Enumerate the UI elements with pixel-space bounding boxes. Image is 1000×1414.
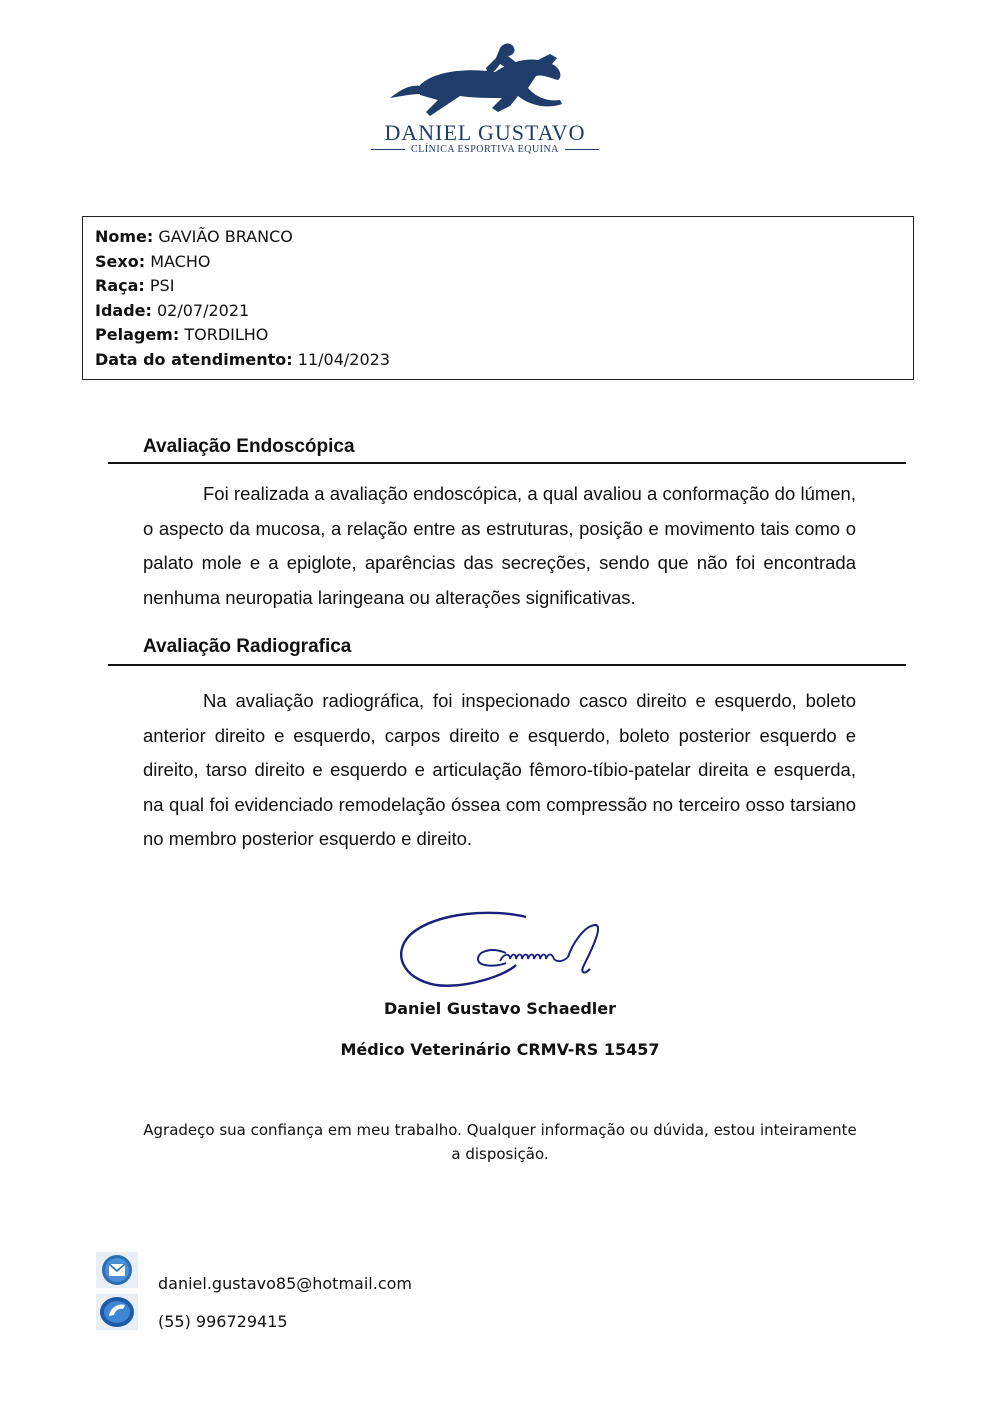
age-value: 02/07/2021: [157, 300, 250, 320]
signer-name: Daniel Gustavo Schaedler: [383, 999, 617, 1018]
racehorse-jockey-icon: [360, 40, 610, 120]
date-label: Data do atendimento:: [95, 349, 293, 369]
patient-info-box: [82, 216, 914, 380]
section-divider: [108, 664, 906, 666]
contact-phone[interactable]: (55) 996729415: [158, 1312, 288, 1331]
patient-sex-row: [95, 250, 901, 275]
phone-icon: [96, 1294, 138, 1330]
patient-coat-row: [95, 323, 901, 348]
section-title-radiography: Avaliação Radiografica: [143, 636, 352, 657]
patient-name-row: [95, 225, 901, 250]
envelope-icon: [96, 1252, 138, 1288]
coat-value: TORDILHO: [184, 325, 269, 345]
section-divider: [108, 462, 906, 464]
radiography-paragraph: Na avaliação radiográfica, foi inspecionado casco direito e esquerdo, boleto anterior direito e esquerdo, carpos direito e esquerdo, boleto posterior esquerdo e direito, tarso direito e esquerdo e articulação fêmoro-tíbio-patelar direita e esquerda, na qual foi evidenciado remodelação óssea com compressão no terceiro osso tarsiano no membro posterior esquerdo e direito.: [143, 690, 856, 849]
handwritten-signature: [396, 905, 606, 1000]
breed-label: Raça:: [95, 276, 145, 296]
thanks-message: Agradeço sua confiança em meu trabalho. Qualquer informação ou dúvida, estou inteiramente a disposição.: [143, 1121, 857, 1163]
endoscopy-paragraph: Foi realizada a avaliação endoscópica, a qual avaliou a conformação do lúmen, o aspecto da mucosa, a relação entre as estruturas, posição e movimento tais como o palato mole e a epiglote, aparências das secreções, sendo que não foi encontrada nenhuma neuropatia laringeana ou alterações significativas.: [143, 483, 856, 608]
clinic-logo: [360, 40, 610, 160]
breed-value: PSI: [149, 276, 175, 296]
contact-email[interactable]: daniel.gustavo85@hotmail.com: [158, 1274, 412, 1293]
patient-breed-row: [95, 274, 901, 299]
section-title-endoscopy: Avaliação Endoscópica: [143, 436, 355, 457]
logo-name: DANIEL GUSTAVO: [384, 120, 586, 145]
name-label: Nome:: [95, 227, 154, 246]
name-value: GAVIÃO BRANCO: [158, 227, 293, 246]
patient-age-row: [95, 299, 901, 324]
logo-subtitle: CLÍNICA ESPORTIVA EQUINA: [360, 144, 610, 155]
coat-label: Pelagem:: [95, 325, 180, 345]
age-label: Idade:: [95, 300, 152, 320]
attendance-date-row: [95, 348, 901, 373]
sex-value: MACHO: [150, 251, 211, 271]
sex-label: Sexo:: [95, 251, 146, 271]
date-value: 11/04/2023: [297, 349, 390, 369]
signer-title: Médico Veterinário CRMV-RS 15457: [340, 1040, 660, 1059]
